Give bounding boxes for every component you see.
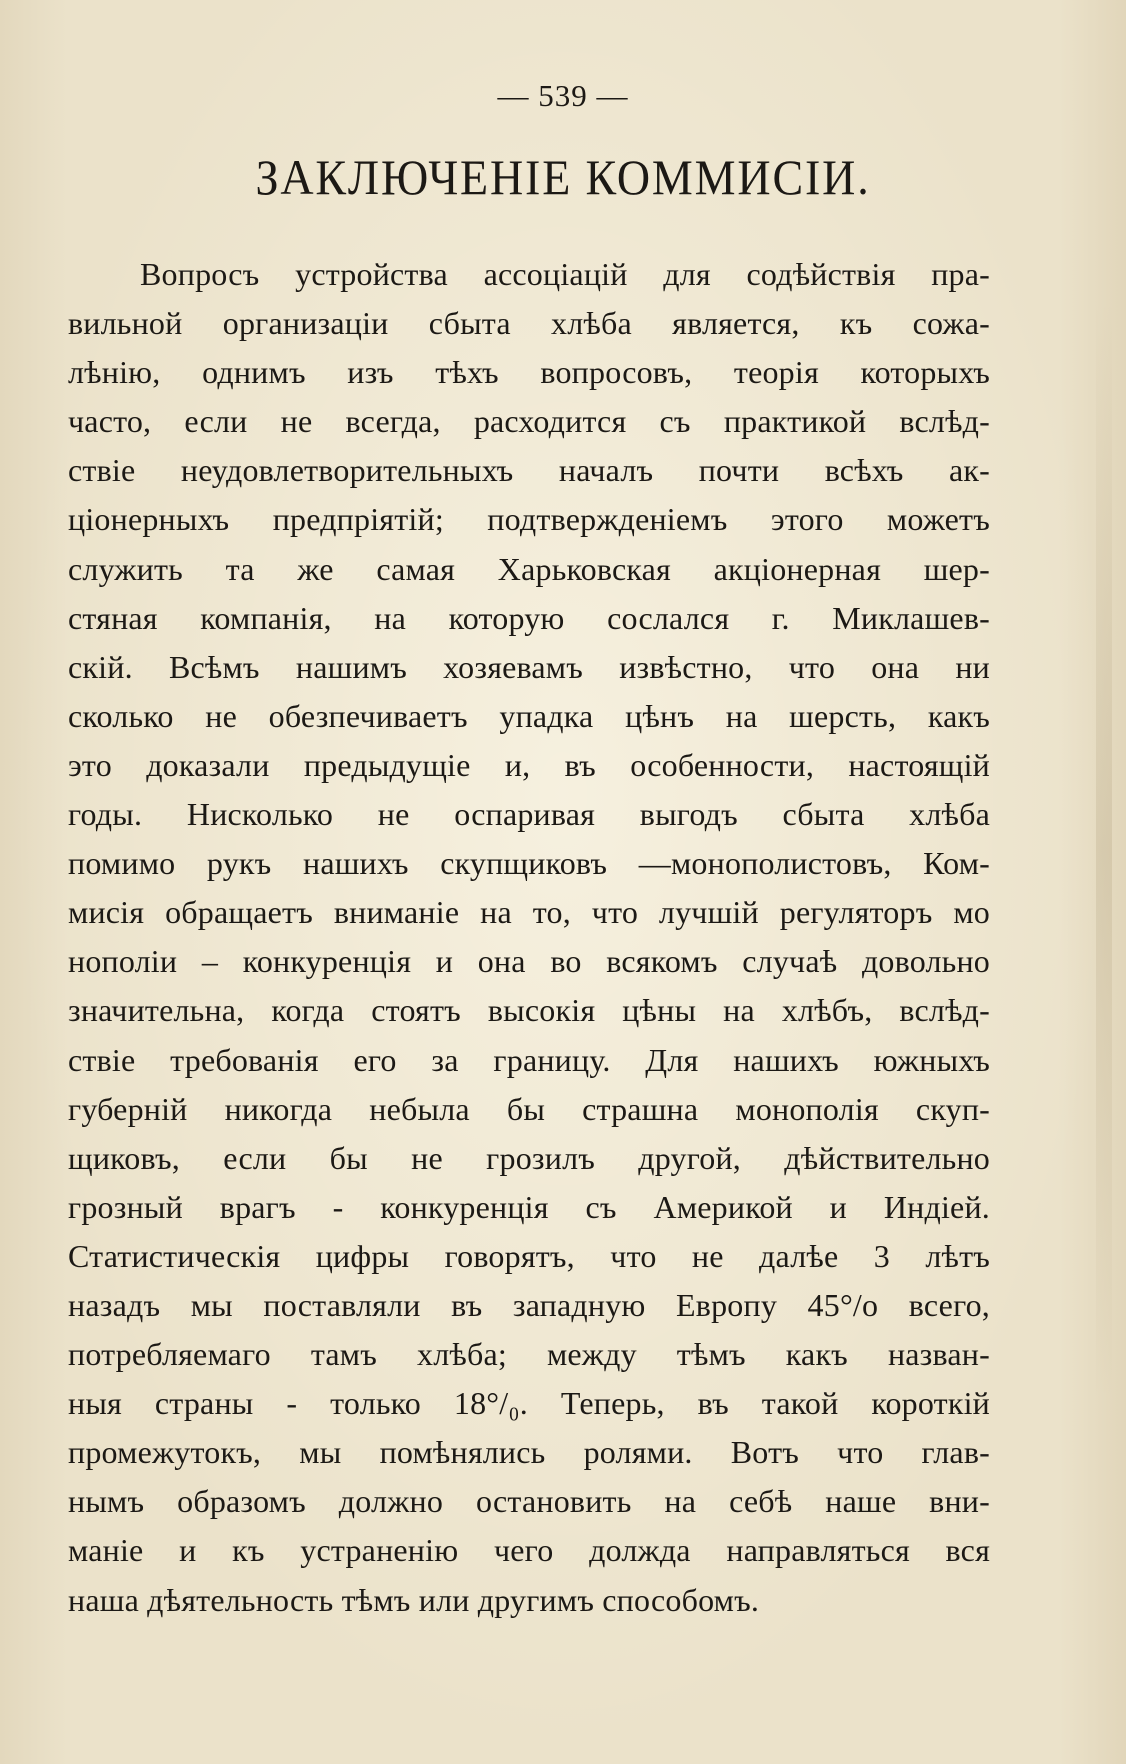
text-line: ціонерныхъ предпріятій; подтвержденіемъ этого можетъ bbox=[68, 501, 990, 538]
section-heading: ЗАКЛЮЧЕНІЕ КОММИСІИ. bbox=[255, 149, 871, 205]
text-line: часто, если не всегда, расходится съ практикой вслѣд- bbox=[68, 403, 990, 440]
text-line: маніе и къ устраненію чего должда направляться вся bbox=[68, 1532, 990, 1569]
text-line: служить та же самая Харьковская акціонерная шер- bbox=[68, 550, 990, 587]
text-line: лѣнію, однимъ изъ тѣхъ вопросовъ, теорія которыхъ bbox=[68, 354, 990, 391]
text-line: нымъ образомъ должно остановить на себѣ наше вни- bbox=[68, 1483, 990, 1520]
text-line: помимо рукъ нашихъ скупщиковъ —монополистовъ, Ком- bbox=[68, 845, 990, 882]
text-line: нополіи – конкуренція и она во всякомъ случаѣ довольно bbox=[68, 943, 990, 980]
text-line: Вопросъ устройства ассоціацій для содѣйствія пра- bbox=[140, 256, 990, 292]
text-line: сколько не обезпечиваетъ упадка цѣнъ на шерсть, какъ bbox=[68, 697, 990, 734]
text-line: скій. Всѣмъ нашимъ хозяевамъ извѣстно, что она ни bbox=[68, 648, 990, 685]
text-line: потребляемаго тамъ хлѣба; между тѣмъ какъ назван- bbox=[68, 1336, 990, 1373]
text-line: годы. Нисколько не оспаривая выгодъ сбыта хлѣба bbox=[68, 796, 990, 833]
body-paragraph bbox=[68, 250, 990, 1625]
text-line: грозный врагъ - конкуренція съ Америкой и Индіей. bbox=[68, 1188, 990, 1225]
page-edge-stain bbox=[1096, 300, 1112, 1400]
text-line: щиковъ, если бы не грозилъ другой, дѣйствительно bbox=[68, 1139, 990, 1176]
text-line: это доказали предыдущіе и, въ особенности, настоящій bbox=[68, 746, 990, 783]
text-line: ствіе требованія его за границу. Для нашихъ южныхъ bbox=[68, 1041, 990, 1078]
text-line: вильной организаціи сбыта хлѣба является, къ сожа- bbox=[68, 305, 990, 342]
page-number: — 539 — bbox=[497, 78, 629, 113]
text-line: значительна, когда стоятъ высокія цѣны на хлѣбъ, вслѣд- bbox=[68, 992, 990, 1029]
text-line: ствіе неудовлетворительныхъ началъ почти всѣхъ ак- bbox=[68, 452, 990, 489]
text-line: промежутокъ, мы помѣнялись ролями. Вотъ что глав- bbox=[68, 1434, 990, 1471]
text-line: ныя страны - только 18°/₀. Теперь, въ такой короткій bbox=[68, 1385, 990, 1422]
text-line: мисія обращаетъ вниманіе на то, что лучшій регуляторъ мо bbox=[68, 894, 990, 931]
text-line: Статистическія цифры говорятъ, что не далѣе 3 лѣтъ bbox=[68, 1237, 990, 1274]
text-line: наша дѣятельность тѣмъ или другимъ способомъ. bbox=[68, 1581, 760, 1618]
text-line: губерній никогда небыла бы страшна монополія скуп- bbox=[68, 1090, 990, 1127]
text-line: назадъ мы поставляли въ западную Европу 45°/о всего, bbox=[68, 1286, 990, 1323]
text-line: стяная компанія, на которую сослался г. Миклашев- bbox=[68, 599, 990, 636]
